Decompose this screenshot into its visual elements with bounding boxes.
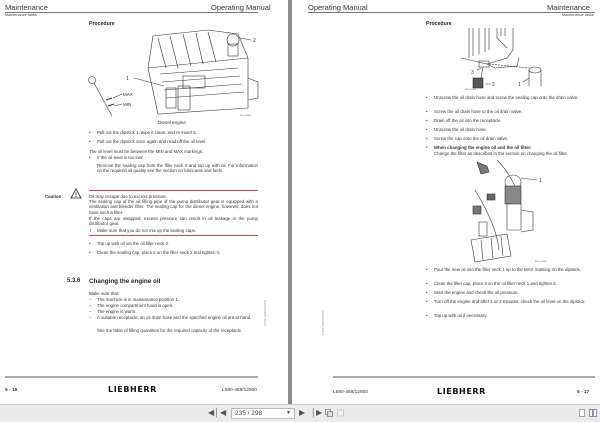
footer-doc-code: L580-458/12800 xyxy=(333,390,368,395)
caution-body: The sealing cap of the oil filling pipe of the pump distributor gear is equipped with a ventilation and bleeder filter. The sealing cap for the diesel engine, however, does not have such a filter. xyxy=(89,199,258,215)
paste-icon[interactable] xyxy=(337,409,345,417)
bullet-item: • Unscrew the oil drain hose. xyxy=(434,127,595,132)
copy-icon[interactable] xyxy=(325,409,333,417)
bullet-item: • Unscrew the oil drain hose and screw the sealing cap onto the drain valve. xyxy=(434,95,595,100)
caution-rule-top xyxy=(89,190,258,191)
callout-2: 2 xyxy=(253,38,256,44)
svg-text:ENG-LMWA: ENG-LMWA xyxy=(465,89,476,91)
prerequisite-item: – The engine compartment hood is open. xyxy=(97,303,257,308)
bullet-item: • Pull out the dipstick once again and read off the oil level. xyxy=(97,139,257,144)
liebherr-logo: LIEBHERR xyxy=(437,387,486,396)
section-intro: Make sure that: xyxy=(89,291,120,296)
bullet-item: • Pour the new oil into the filler neck 1 up to the MAX marking on the dipstick. xyxy=(434,267,595,272)
filter-text: Change the filter as described in the section on changing the oil filter. xyxy=(434,151,568,156)
page-indicator: 235 / 298 xyxy=(235,410,263,417)
caution-body2: If the caps are swapped, excess pressure can result in oil leakage in the pump distributor gear. xyxy=(89,216,258,227)
page-5-16 xyxy=(0,0,288,404)
bullet-item: • Screw the oil drain hose to the oil drain valve. xyxy=(434,109,595,114)
callout-min: MIN xyxy=(123,102,132,107)
caution-line1: Oil may escape due to excess pressure. xyxy=(89,194,168,199)
bullet-item: • Start the engine and check the oil pressure. xyxy=(434,290,595,295)
footer-page-number: 5 - 16 xyxy=(5,388,18,393)
section-title: Changing the engine oil xyxy=(89,278,161,285)
last-page-icon[interactable]: │▶ xyxy=(311,408,323,417)
side-code: LBH/09.10/9000/02/23a xyxy=(322,310,325,337)
figure-caption: Diesel engine xyxy=(158,120,186,125)
bullet-item: • Top up with oil via the oil filler neck 2. xyxy=(97,241,257,246)
header-rule xyxy=(308,12,595,13)
page-number-select[interactable] xyxy=(231,408,295,419)
bullet-item: • Screw the cap onto the oil drain valve. xyxy=(434,136,595,141)
caution-rule-bottom xyxy=(89,235,258,236)
prerequisite-item: – The machine is in maintenance position 1. xyxy=(97,297,257,302)
page-header-right: Operating Manual xyxy=(211,3,271,12)
diesel-engine-figure xyxy=(88,28,263,120)
section-number: 5.3.6 xyxy=(67,278,81,284)
callout-max: MAX xyxy=(123,92,133,97)
callout-1: 1 xyxy=(126,76,129,82)
bullet-item: • If the oil level is too low: xyxy=(97,155,257,160)
first-page-icon[interactable]: ◀│ xyxy=(208,408,220,417)
prev-page-icon[interactable]: ◀ xyxy=(220,408,227,417)
side-code: LBH/09.10/9000/02/23a xyxy=(264,300,267,327)
svg-text:1: 1 xyxy=(518,82,521,88)
oil-filter-figure xyxy=(467,160,567,265)
svg-text:2: 2 xyxy=(492,82,495,88)
svg-text:1: 1 xyxy=(539,178,542,184)
chevron-down-icon[interactable]: ▼ xyxy=(286,410,291,416)
page-5-17 xyxy=(292,0,600,404)
page-header-left: Maintenance xyxy=(5,3,48,12)
page-subheader: Maintenance tasks xyxy=(562,13,594,17)
warning-triangle-icon xyxy=(70,188,82,199)
bullet-item: • Pull out the dipstick 1, wipe it clean, and re-insert it. xyxy=(97,130,257,135)
caution-note-mark: ! xyxy=(90,228,92,233)
footer-rule xyxy=(333,376,595,378)
caution-label: Caution xyxy=(45,194,62,199)
procedure-label: Procedure xyxy=(89,21,115,27)
if-low-detail: Remove the sealing cap from the filler neck 2 and top up with oil. For information on the required oil quality see the section on lubricants and fuels. xyxy=(97,163,258,174)
oil-drain-figure xyxy=(457,28,547,92)
single-page-view-icon[interactable] xyxy=(578,409,586,417)
oil-level-text: The oil level must be between the MIN and MAX markings. xyxy=(89,149,204,154)
bullet-item: • Top up with oil if necessary. xyxy=(434,313,595,318)
caution-note: Make sure that you do not mix up the sealing caps. xyxy=(97,228,197,233)
bullet-item: • Drain off the oil into the receptacle. xyxy=(434,118,595,123)
page-subheader: Maintenance tasks xyxy=(5,13,37,17)
svg-text:ENG-LMWA: ENG-LMWA xyxy=(535,261,546,263)
next-page-icon[interactable]: ▶ xyxy=(299,408,306,417)
figure-code: ENG-LMWA xyxy=(240,115,251,117)
liebherr-logo: LIEBHERR xyxy=(108,385,157,394)
section-note: See the table of filling quantities for the required capacity of the receptacle. xyxy=(97,328,243,333)
page-header-right: Maintenance xyxy=(547,3,590,12)
footer-rule xyxy=(5,376,258,378)
bullet-item: • Turn off the engine and after 1 or 2 minutes, check the oil level on the dipstick. xyxy=(434,299,595,304)
footer-page-number: 5 - 17 xyxy=(577,390,590,395)
header-rule xyxy=(5,12,258,13)
svg-text:3: 3 xyxy=(471,70,474,76)
prerequisite-item: – The engine is warm. xyxy=(97,309,257,314)
footer-doc-code: L580-458/12800 xyxy=(222,388,257,393)
prerequisite-item: – A suitable receptacle, an oil drain hose and the specified engine oil are at hand. xyxy=(97,315,258,320)
svg-text:!: ! xyxy=(75,193,77,199)
page-header-left: Operating Manual xyxy=(308,3,368,12)
bullet-item: • Clean the sealing cap, place it on the filler neck 2 and tighten it. xyxy=(97,250,257,255)
navigation-toolbar xyxy=(0,404,600,422)
procedure-label: Procedure xyxy=(426,21,452,27)
bullet-item: • Clean the filler cap, place it on the oil filler neck 1 and tighten it. xyxy=(434,281,595,286)
two-page-view-icon[interactable] xyxy=(589,409,597,417)
filter-heading: • When changing the engine oil and the oil filter: xyxy=(434,145,595,150)
